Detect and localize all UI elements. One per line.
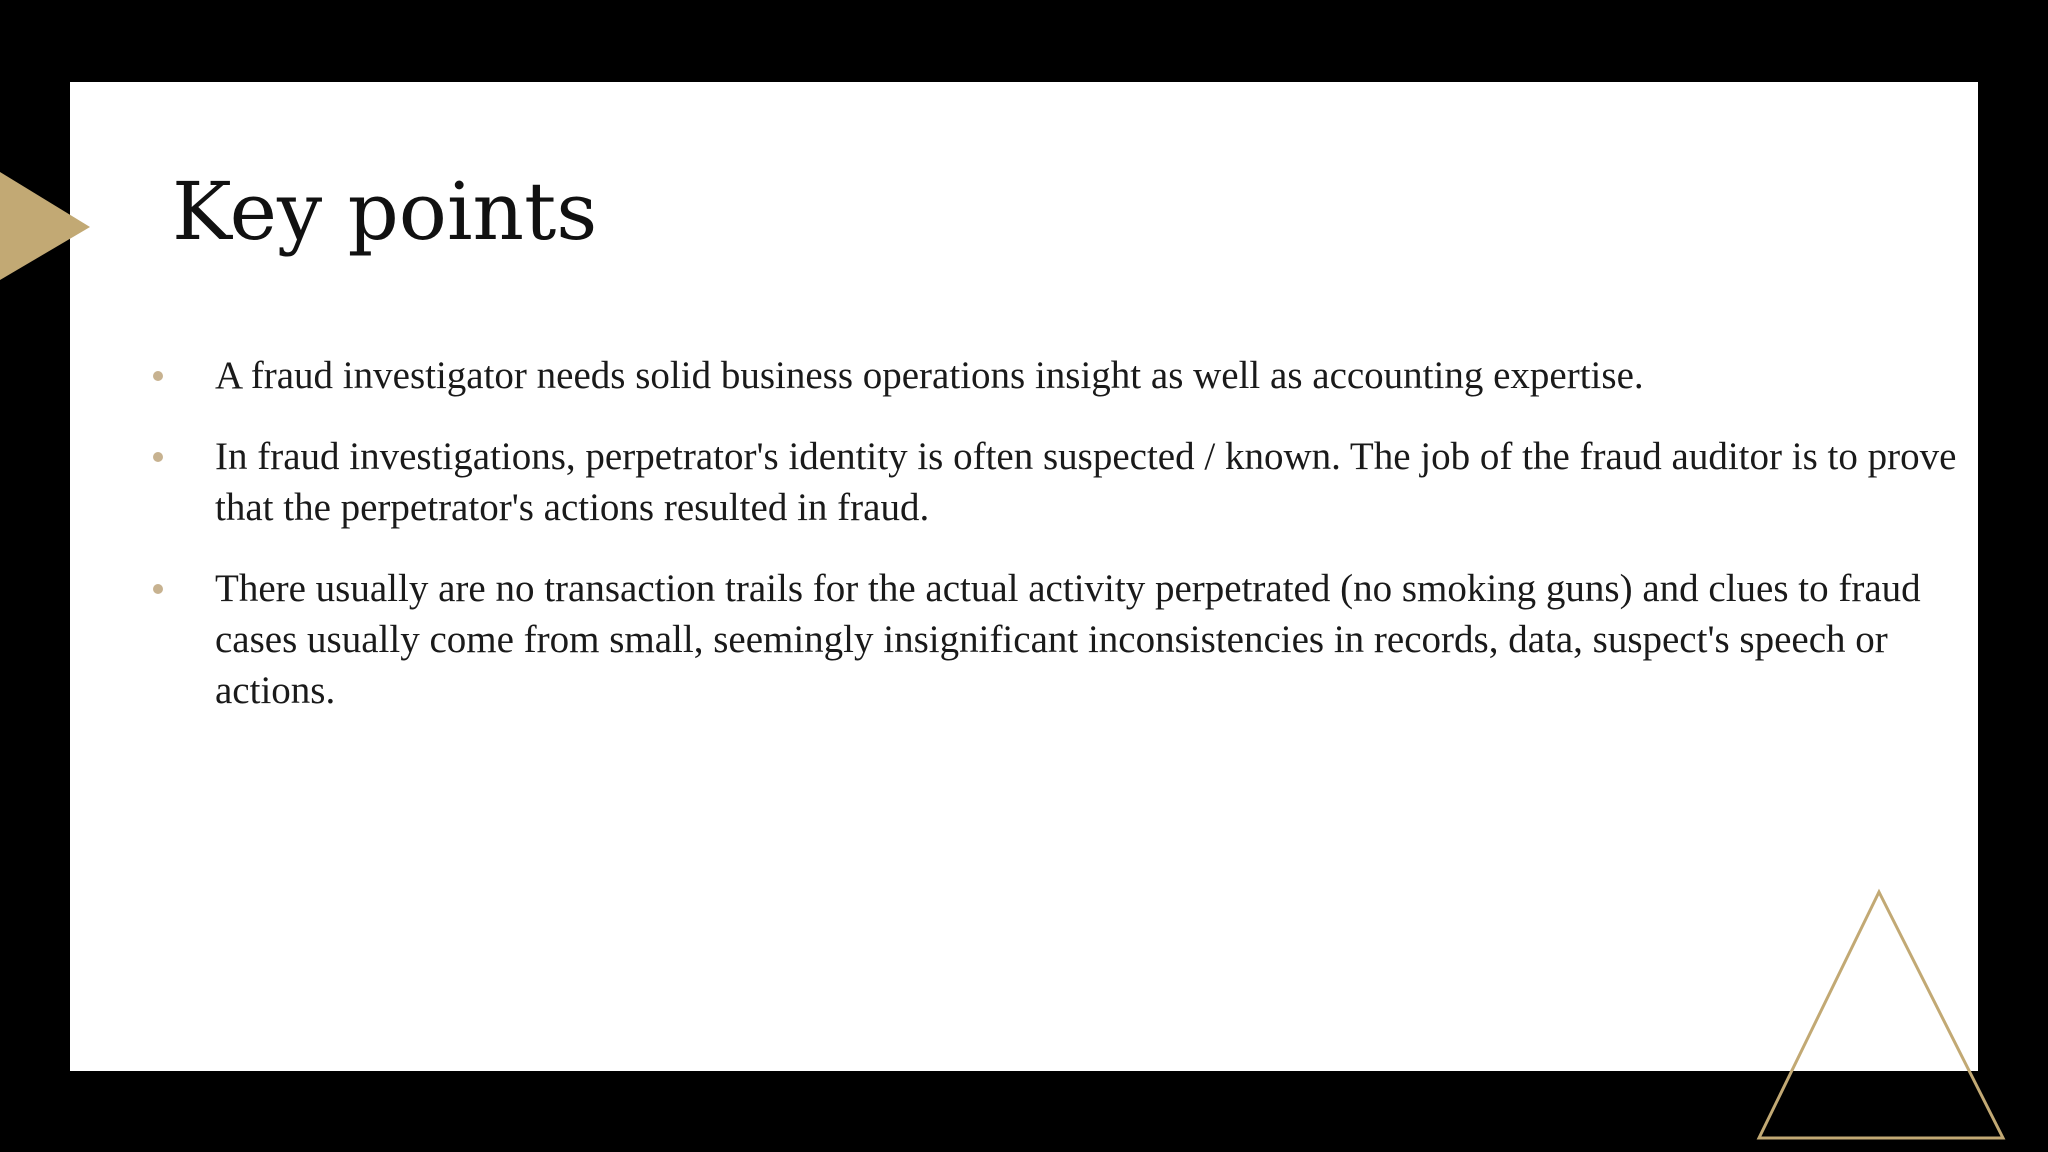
outline-triangle-icon bbox=[1755, 888, 2013, 1142]
bullet-dot-icon bbox=[153, 371, 163, 381]
bullet-text: There usually are no transaction trails for the actual activity perpetrated (no smoking guns) and clues to fraud cases usually come from small, seemingly insignificant inconsistencies in records, data, suspect's speech or actions. bbox=[215, 567, 1921, 712]
bullet-text: In fraud investigations, perpetrator's identity is often suspected / known. The job of the fraud auditor is to prove that the perpetrator's actions resulted in fraud. bbox=[215, 435, 1957, 529]
play-triangle-icon bbox=[0, 172, 92, 282]
bullet-text: A fraud investigator needs solid business operations insight as well as accounting expertise. bbox=[215, 354, 1644, 397]
bullet-list bbox=[215, 350, 1975, 746]
slide-canvas bbox=[70, 82, 1978, 1071]
bullet-item bbox=[215, 431, 1975, 533]
bullet-item bbox=[215, 563, 1975, 716]
bullet-dot-icon bbox=[153, 584, 163, 594]
bullet-dot-icon bbox=[153, 452, 163, 462]
bullet-item bbox=[215, 350, 1975, 401]
slide-title: Key points bbox=[172, 165, 598, 258]
